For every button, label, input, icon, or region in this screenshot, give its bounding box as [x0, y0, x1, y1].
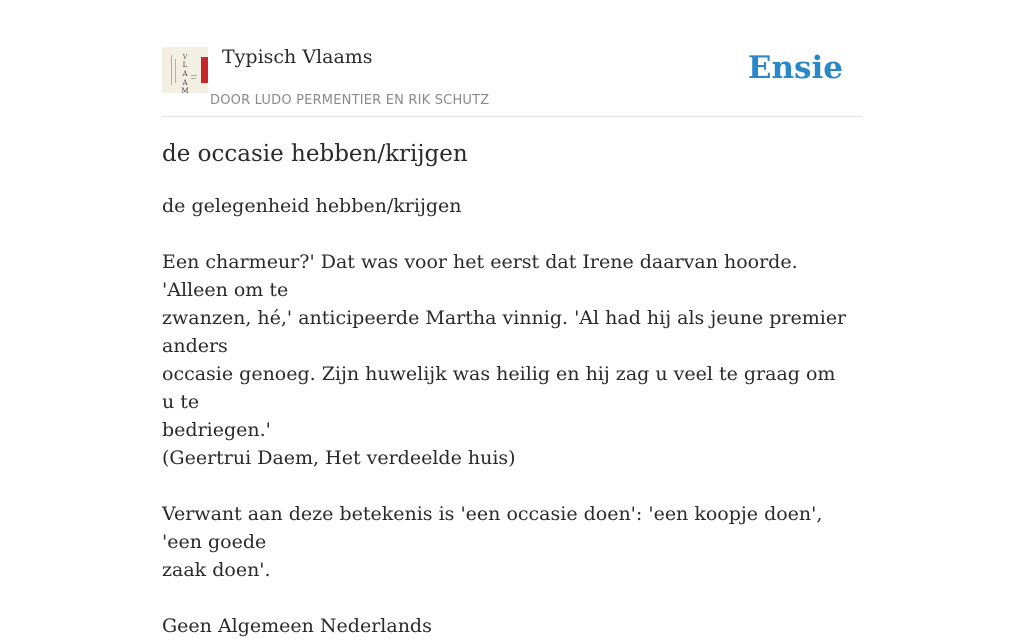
paragraph-gap	[162, 584, 852, 612]
related-line: Verwant aan deze betekenis is 'een occasie doen': 'een koopje doen', 'een goede	[162, 503, 823, 553]
quote-line: zwanzen, hé,' anticipeerde Martha vinnig. 'Al had hij als jeune premier anders	[162, 307, 847, 357]
author-byline: DOOR LUDO PERMENTIER EN RIK SCHUTZ	[210, 93, 490, 108]
usage-note: Geen Algemeen Nederlands	[162, 615, 432, 637]
related-line: zaak doen'.	[162, 559, 271, 581]
brand-logo-link[interactable]: Ensie	[747, 50, 843, 86]
paragraph-gap	[162, 220, 852, 248]
entry-title: de occasie hebben/krijgen	[162, 141, 468, 167]
entry-body	[162, 192, 852, 640]
svg-text:V: V	[182, 54, 188, 61]
svg-text:M: M	[181, 87, 189, 95]
entry-definition: de gelegenheid hebben/krijgen	[162, 195, 462, 217]
quote-source: (Geertrui Daem, Het verdeelde huis)	[162, 447, 516, 469]
quote-line: bedriegen.'	[162, 419, 271, 441]
svg-text:L: L	[182, 61, 188, 69]
site-title[interactable]: Typisch Vlaams	[222, 46, 373, 68]
paragraph-gap	[162, 472, 852, 500]
site-header	[162, 44, 862, 117]
svg-text:A: A	[182, 70, 188, 78]
entry-quote	[162, 248, 852, 444]
quote-line: Een charmeur?' Dat was voor het eerst dat Irene daarvan hoorde. 'Alleen om te	[162, 251, 798, 301]
svg-text:A: A	[182, 79, 188, 87]
book-cover-logo-icon[interactable]	[162, 47, 208, 93]
quote-line: occasie genoeg. Zijn huwelijk was heilig en hij zag u veel te graag om u te	[162, 363, 836, 413]
entry-related	[162, 500, 852, 584]
